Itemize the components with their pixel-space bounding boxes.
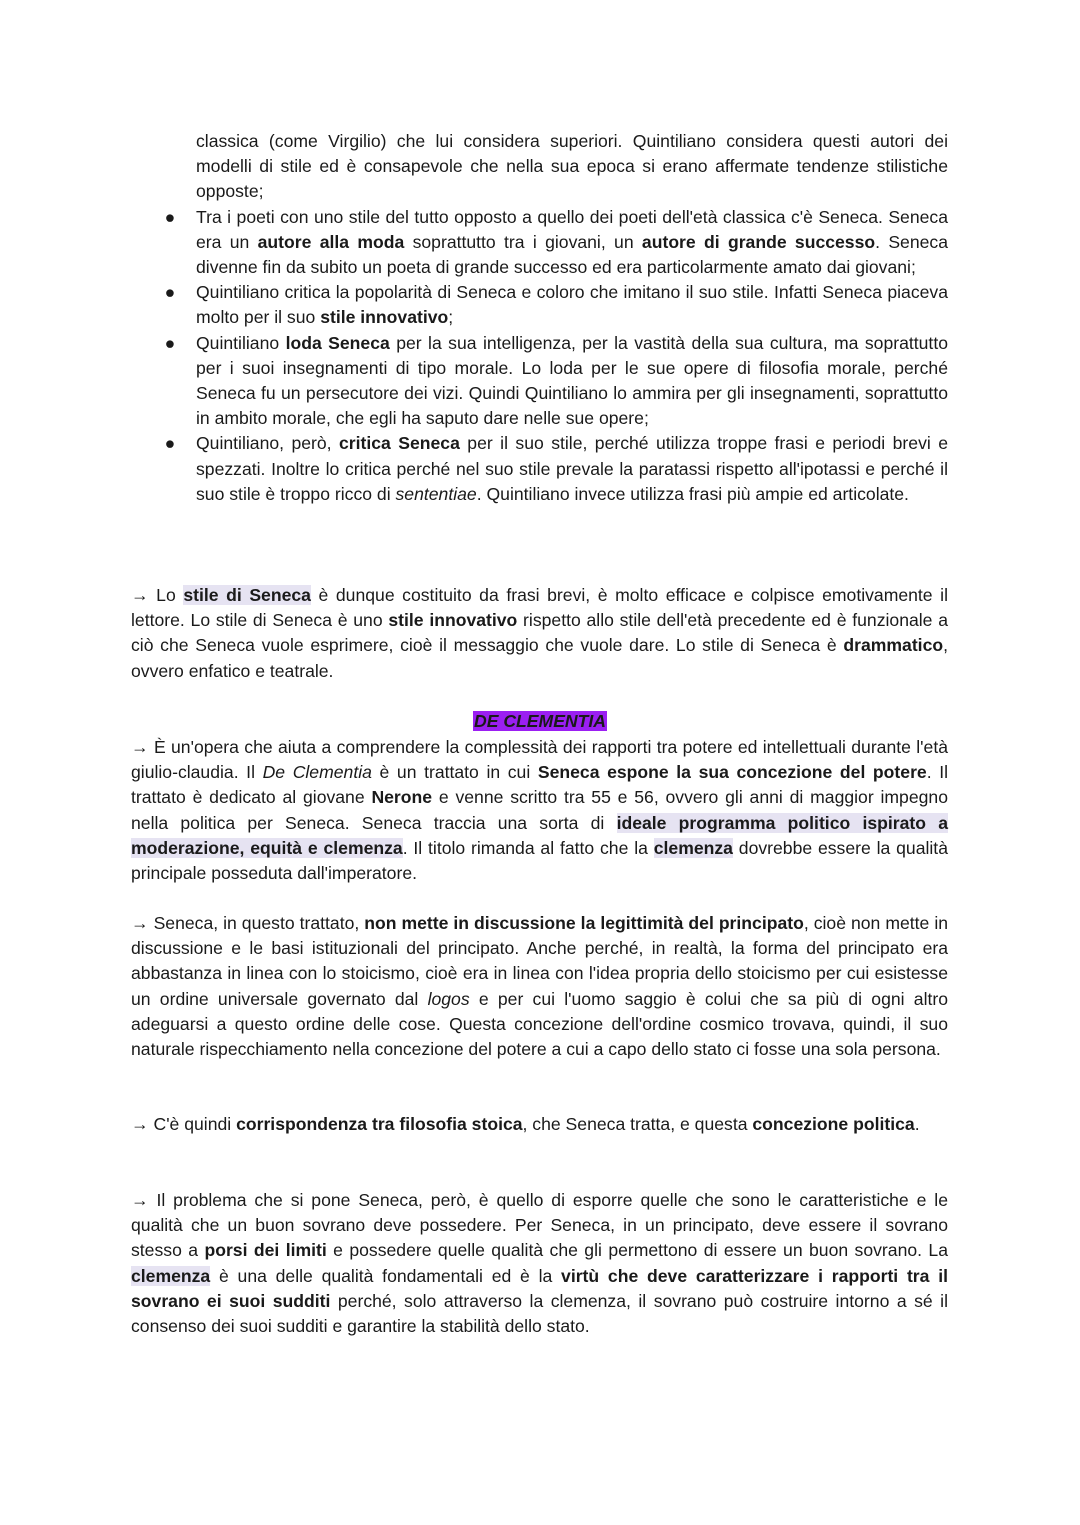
text-run: Quintiliano critica la popolarità di Seneca e coloro che imitano il suo stile. Infatti Seneca piaceva molto per il suo — [196, 282, 948, 328]
list-item — [164, 205, 948, 281]
bullet-icon: ● — [164, 206, 176, 227]
text-run: rispetto allo stile dell'età precedente ed è funzionale a ciò che Seneca vuole esprimere, cioè il messaggio che vuole dare. Lo stile di Seneca è — [131, 610, 948, 656]
bold-run: autore di grande successo — [641, 231, 876, 252]
highlighted-term: clemenza — [653, 837, 733, 858]
section-heading — [0, 709, 1080, 734]
text-run: → Il problema che si pone Seneca, però, è quello di esporre quelle che sono le caratteristiche e le qualità che un buon sovrano deve possedere. Per Seneca, in un principato, deve essere il sovrano stesso a — [131, 1190, 948, 1261]
bold-run: Seneca espone la sua concezione del potere — [537, 762, 927, 783]
bold-run: concezione politica — [752, 1114, 915, 1134]
highlighted-term: stile di Seneca — [183, 585, 311, 605]
bold-run: stile innovativo — [388, 610, 518, 631]
bullet-icon: ● — [164, 332, 176, 353]
bold-run: corrispondenza tra filosofia stoica — [236, 1114, 523, 1134]
bold-run: loda Seneca — [285, 332, 390, 353]
text-run: per la sua intelligenza, per la vastità della sua cultura, ma soprattutto per i suoi insegnamenti di tipo morale. Lo loda per le sue opere di filosofia morale, perché Seneca fu un persecutore dei vizi. Quindi Quintiliano lo ammira per gli insegnamenti, soprattutto in ambito morale, che egli ha saputo dare nelle sue opere; — [196, 332, 948, 429]
list-item — [164, 331, 948, 432]
list-item — [164, 280, 948, 330]
list-item — [164, 431, 948, 507]
section-heading-label: DE CLEMENTIA — [474, 711, 606, 731]
bullet-list — [164, 129, 948, 507]
list-item-text: classica (come Virgilio) che lui considera superiori. Quintiliano considera questi autori dei modelli di stile ed è consapevole che nella sua epoca si erano affermate tendenze stilistiche opposte; — [196, 131, 948, 202]
bold-run: Nerone — [371, 787, 433, 808]
text-run: è dunque costituito da frasi brevi, è molto efficace e colpisce emotivamente il lettore. Lo stile di Seneca è uno — [131, 585, 948, 631]
text-run: → Lo — [131, 585, 184, 605]
text-run: e possedere quelle qualità che gli permettono di essere un buon sovrano. La — [326, 1240, 949, 1261]
text-run: . Seneca divenne fin da subito un poeta di grande successo ed era particolarmente amato dai giovani; — [196, 231, 948, 278]
bold-run: autore alla moda — [257, 231, 405, 252]
list-item — [196, 129, 948, 205]
text-run: Quintiliano, però, — [196, 433, 339, 454]
text-run: dovrebbe essere la qualità principale posseduta dall'imperatore. — [131, 837, 948, 884]
paragraph-corrispondenza — [131, 1112, 948, 1137]
text-run: per il suo stile, perché utilizza troppe frasi e periodi brevi e spezzati. Inoltre lo critica perché nel suo stile prevale la paratassi rispetto all'ipotassi e perché il suo stile è troppo ricco di — [196, 433, 948, 504]
text-run: e venne scritto tra 55 e 56, ovvero gli anni di maggior impegno nella politica per Seneca. Seneca traccia una sorta di — [131, 787, 948, 833]
bold-run: porsi dei limiti — [204, 1240, 327, 1261]
bold-run: critica Seneca — [338, 433, 460, 454]
paragraph-stile-seneca — [131, 583, 948, 684]
paragraph-principato — [131, 911, 948, 1062]
text-run: . Il titolo rimanda al fatto che la — [402, 837, 654, 858]
text-run: ; — [448, 307, 454, 328]
text-run: perché, solo attraverso la clemenza, il sovrano può costruire intorno a sé il consenso dei suoi sudditi e garantire la stabilità dello stato. — [131, 1290, 948, 1337]
text-run: è un trattato in cui — [371, 762, 538, 783]
bold-run: virtù che deve caratterizzare i rapporti tra il sovrano ei suoi sudditi — [131, 1265, 948, 1311]
paragraph-sovrano — [131, 1188, 948, 1339]
bold-run: non mette in discussione la legittimità del principato — [364, 913, 804, 933]
text-run: . Il trattato è dedicato al giovane — [131, 762, 948, 808]
text-run: Tra i poeti con uno stile del tutto opposto a quello dei poeti dell'età classica c'è Seneca. Seneca era un — [196, 206, 948, 252]
highlighted-term: ideale programma politico ispirato a moderazione, equità e clemenza — [131, 812, 948, 858]
text-run: → È un'opera che aiuta a comprendere la complessità dei rapporti tra potere ed intellettuali durante l'età giulio-claudia. Il — [131, 737, 948, 783]
text-run: . — [914, 1114, 920, 1134]
text-run: . Quintiliano invece utilizza frasi più ampie ed articolate. — [476, 483, 909, 504]
bullet-icon: ● — [164, 282, 176, 303]
text-run: è una delle qualità fondamentali ed è la — [210, 1265, 562, 1286]
text-run: , cioè non mette in discussione e le basi istituzionali del principato. Anche perché, in realtà, la forma del principato era abbastanza in linea con lo stoicismo, cioè era in linea con l'idea propria dello stoicismo per cui esistesse un ordine universale governato dal — [131, 913, 949, 1009]
bullet-icon: ● — [164, 433, 176, 454]
italic-run: logos — [427, 988, 470, 1009]
bold-run: drammatico — [843, 635, 944, 656]
text-run: → C'è quindi — [131, 1114, 237, 1134]
paragraph-de-clementia — [131, 735, 948, 886]
highlighted-term: clemenza — [131, 1265, 211, 1286]
text-run: , che Seneca tratta, e questa — [522, 1114, 753, 1134]
italic-run: De Clementia — [262, 762, 372, 783]
text-run: → Seneca, in questo trattato, — [131, 913, 365, 933]
text-run: , ovvero enfatico e teatrale. — [131, 635, 948, 681]
bold-run: stile innovativo — [320, 307, 449, 328]
text-run: soprattutto tra i giovani, un — [404, 231, 642, 252]
italic-run: sententiae — [395, 483, 477, 504]
text-run: e per cui l'uomo saggio è colui che sa più di ogni altro adeguarsi a questo ordine delle cose. Questa concezione dell'ordine cosmico trovava, quindi, il suo naturale rispecchiamento nella concezione del potere a cui a capo dello stato ci fosse una sola persona. — [131, 988, 949, 1060]
text-run: Quintiliano — [196, 332, 286, 353]
